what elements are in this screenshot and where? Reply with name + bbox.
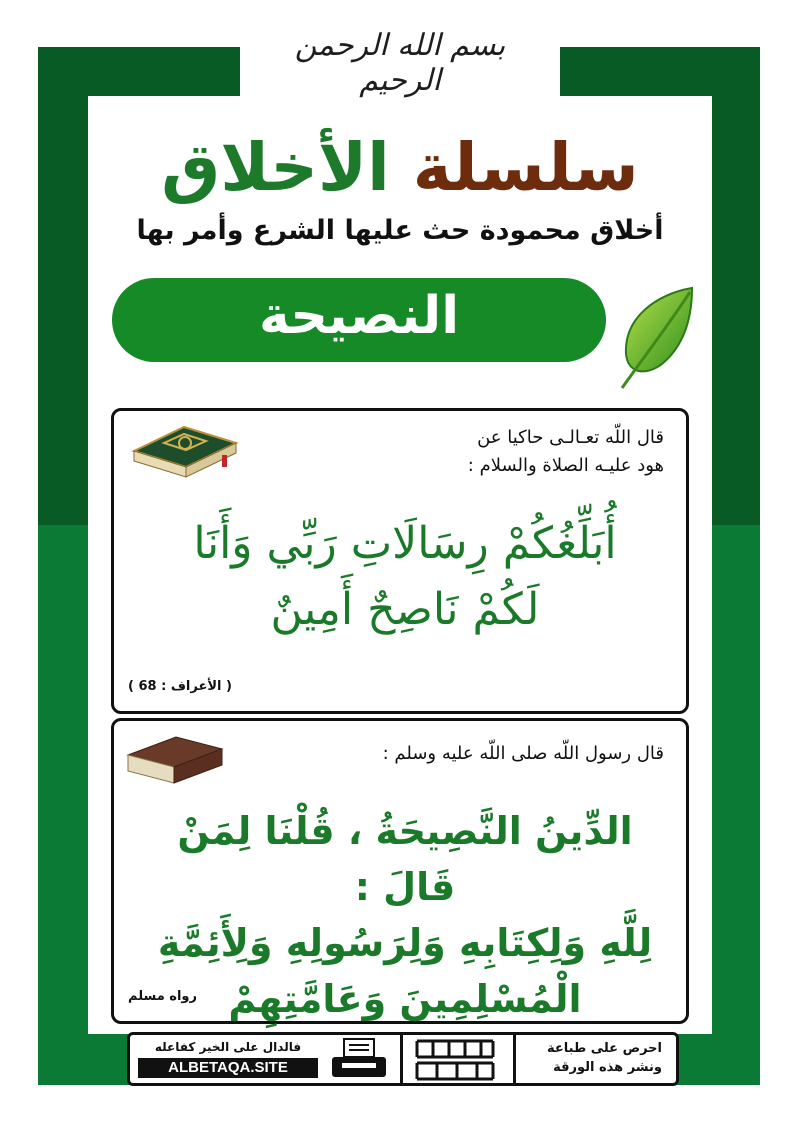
verse-line: أُبَلِّغُكُمْ رِسَالَاتِ رَبِّي وَأَنَا — [193, 518, 617, 569]
leaf-icon — [616, 284, 698, 392]
site-link[interactable]: ALBETAQA.SITE — [138, 1058, 318, 1078]
printer-icon — [328, 1037, 390, 1081]
verse-line: لَكُمْ نَاصِحٌ أَمِينٌ — [270, 584, 540, 635]
card1-intro-line2: هود عليـه الصلاة والسلام : — [467, 455, 664, 476]
print-reminder-line1: احرص على طباعة — [547, 1041, 662, 1056]
page-subtitle: أخلاق محمودة حث عليها الشرع وأمر بها — [136, 215, 664, 246]
hadith-line: الدِّينُ النَّصِيحَةُ ، قُلْنَا لِمَنْ قَالَ : — [177, 809, 633, 909]
card1-intro-line1: قال اللّه تعـالـى حاكيا عن — [477, 427, 664, 448]
quran-card — [111, 408, 689, 714]
print-reminder — [513, 1035, 676, 1083]
logo-mark-icon — [403, 1035, 507, 1083]
topic-title: النصيحة — [258, 286, 460, 346]
hadith-book-icon — [122, 731, 228, 787]
dawah-logo — [400, 1035, 513, 1083]
hadith-line: الْمُسْلِمِينَ وَعَامَّتِهِمْ — [228, 977, 582, 1021]
title-word-ethics: الأخلاق — [161, 129, 390, 206]
hadith-narrator: رواه مسلم — [128, 989, 197, 1004]
page-title — [150, 128, 650, 208]
hadith-text — [144, 803, 666, 1027]
hadith-card — [111, 718, 689, 1024]
footer-bar — [127, 1032, 679, 1086]
basmala: بسم الله الرحمن الرحيم — [294, 28, 506, 98]
topic-banner — [112, 278, 606, 362]
title-word-series: سلسلة — [412, 129, 639, 206]
slogan-block — [130, 1035, 400, 1083]
hadith-line: لِلَّهِ وَلِكِتَابِهِ وَلِرَسُولِهِ وَلِأَئِمَّةِ — [157, 921, 653, 965]
card2-intro: قال رسول اللّه صلى اللّه عليه وسلم : — [382, 743, 664, 764]
quran-verse — [144, 511, 666, 643]
slogan-text: فالدال على الخير كفاعله — [154, 1040, 302, 1054]
quran-book-icon — [124, 421, 242, 479]
print-reminder-line2: ونشر هذه الورقة — [553, 1060, 662, 1075]
verse-reference: ( الأعراف : 68 ) — [128, 679, 232, 694]
